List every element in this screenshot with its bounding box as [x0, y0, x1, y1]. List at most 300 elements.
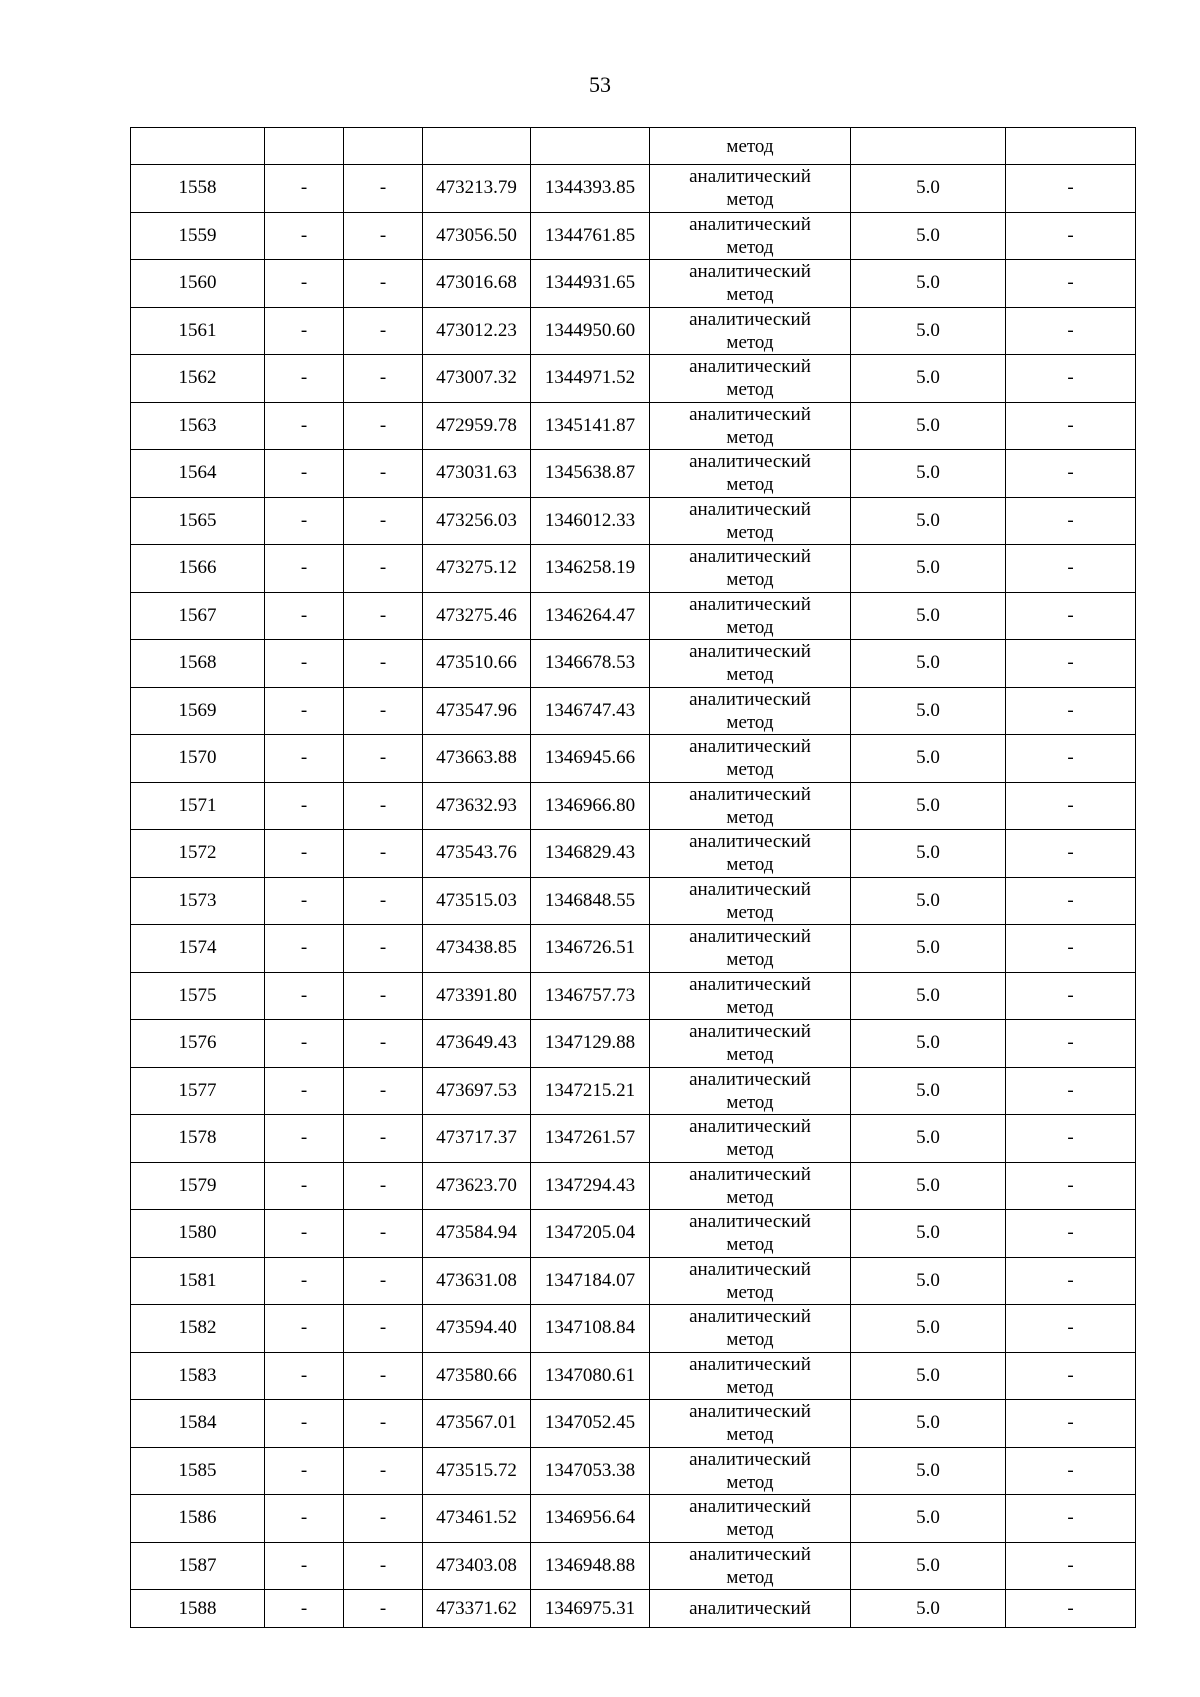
accuracy-cell: 5.0 [851, 640, 1006, 688]
method-line-2: метод [726, 759, 774, 781]
accuracy-cell: 5.0 [851, 1115, 1006, 1163]
method-line-1: аналитический [689, 1306, 811, 1328]
dash-cell: - [265, 1542, 344, 1590]
method-line-1: аналитический [689, 213, 811, 235]
method-line-2: метод [726, 379, 774, 401]
point-number-cell: 1577 [131, 1067, 265, 1115]
method-line-1: аналитический [689, 736, 811, 758]
method-line-2: метод [726, 1424, 774, 1446]
dash-cell: - [265, 355, 344, 403]
method-cell [650, 1305, 851, 1353]
method-line-1: аналитический [689, 308, 811, 330]
method-line-2: метод [726, 1376, 774, 1398]
method-line-2: метод [726, 474, 774, 496]
x-coordinate-cell: 473438.85 [423, 925, 531, 973]
table-row [131, 212, 1136, 260]
y-coordinate-cell: 1347108.84 [531, 1305, 650, 1353]
x-coordinate-cell: 473515.03 [423, 877, 531, 925]
dash-cell: - [265, 450, 344, 498]
method-line-1: аналитический [689, 1211, 811, 1233]
dash-cell: - [1006, 972, 1136, 1020]
accuracy-cell: 5.0 [851, 972, 1006, 1020]
point-number-cell: 1566 [131, 545, 265, 593]
accuracy-cell: 5.0 [851, 212, 1006, 260]
dash-cell: - [1006, 1162, 1136, 1210]
y-coordinate-cell: 1344971.52 [531, 355, 650, 403]
y-coordinate-cell: 1346012.33 [531, 497, 650, 545]
page-number: 53 [589, 72, 611, 97]
point-number-cell: 1588 [131, 1590, 265, 1628]
method-line-1: аналитический [689, 688, 811, 710]
dash-cell: - [344, 1162, 423, 1210]
dash-cell: - [265, 402, 344, 450]
method-line-1: аналитический [689, 261, 811, 283]
method-line-1: аналитический [689, 1448, 811, 1470]
method-line-1: аналитический [689, 1353, 811, 1375]
dash-cell: - [1006, 782, 1136, 830]
point-number-cell: 1559 [131, 212, 265, 260]
dash-cell: - [344, 972, 423, 1020]
dash-cell: - [265, 925, 344, 973]
accuracy-cell: 5.0 [851, 1495, 1006, 1543]
table-row [131, 307, 1136, 355]
y-coordinate-cell: 1346948.88 [531, 1542, 650, 1590]
x-coordinate-cell: 473567.01 [423, 1400, 531, 1448]
point-number-cell: 1558 [131, 165, 265, 213]
dash-cell: - [265, 497, 344, 545]
dash-cell: - [344, 1210, 423, 1258]
accuracy-cell: 5.0 [851, 260, 1006, 308]
table-body [131, 128, 1136, 1628]
dash-cell: - [1006, 1020, 1136, 1068]
y-coordinate-cell: 1345141.87 [531, 402, 650, 450]
point-number-cell: 1587 [131, 1542, 265, 1590]
dash-cell: - [265, 1210, 344, 1258]
method-line-2: метод [726, 949, 774, 971]
method-line-1: аналитический [689, 1116, 811, 1138]
y-coordinate-cell: 1346747.43 [531, 687, 650, 735]
dash-cell: - [265, 782, 344, 830]
method-cell [650, 592, 851, 640]
dash-cell: - [1006, 687, 1136, 735]
x-coordinate-cell: 473649.43 [423, 1020, 531, 1068]
point-number-cell: 1560 [131, 260, 265, 308]
coordinates-table [130, 127, 1136, 1628]
y-coordinate-cell: 1347053.38 [531, 1447, 650, 1495]
method-cell [650, 1067, 851, 1115]
method-cell: метод [650, 128, 851, 165]
table-row [131, 925, 1136, 973]
accuracy-cell: 5.0 [851, 1542, 1006, 1590]
dash-cell: - [1006, 1352, 1136, 1400]
dash-cell: - [344, 1542, 423, 1590]
y-coordinate-cell: 1346726.51 [531, 925, 650, 973]
x-coordinate-cell: 473371.62 [423, 1590, 531, 1628]
method-line-1: аналитический [689, 1068, 811, 1090]
table-row [131, 1542, 1136, 1590]
method-cell [650, 165, 851, 213]
method-line-1: аналитический [689, 403, 811, 425]
accuracy-cell: 5.0 [851, 402, 1006, 450]
accuracy-cell: 5.0 [851, 1162, 1006, 1210]
y-coordinate-cell: 1347294.43 [531, 1162, 650, 1210]
dash-cell: - [265, 1590, 344, 1628]
dash-cell: - [265, 592, 344, 640]
table-row [131, 1400, 1136, 1448]
accuracy-cell: 5.0 [851, 592, 1006, 640]
method-line-1: аналитический [689, 973, 811, 995]
method-line-1: аналитический [689, 1258, 811, 1280]
method-cell [650, 212, 851, 260]
y-coordinate-cell: 1347205.04 [531, 1210, 650, 1258]
x-coordinate-cell: 473007.32 [423, 355, 531, 403]
point-number-cell: 1584 [131, 1400, 265, 1448]
table-row [131, 165, 1136, 213]
dash-cell: - [344, 830, 423, 878]
dash-cell: - [265, 640, 344, 688]
method-cell [650, 640, 851, 688]
accuracy-cell: 5.0 [851, 545, 1006, 593]
dash-cell: - [1006, 830, 1136, 878]
method-line-2: метод [726, 1139, 774, 1161]
y-coordinate-cell: 1346956.64 [531, 1495, 650, 1543]
point-number-cell: 1564 [131, 450, 265, 498]
y-coordinate-cell: 1347261.57 [531, 1115, 650, 1163]
table-row [131, 687, 1136, 735]
method-line-2: метод [726, 901, 774, 923]
y-coordinate-cell: 1344931.65 [531, 260, 650, 308]
y-coordinate-cell: 1346975.31 [531, 1590, 650, 1628]
table-cell [344, 128, 423, 165]
dash-cell: - [1006, 1305, 1136, 1353]
dash-cell: - [344, 212, 423, 260]
method-cell [650, 1400, 851, 1448]
method-line-2: метод [726, 521, 774, 543]
dash-cell: - [1006, 497, 1136, 545]
point-number-cell: 1567 [131, 592, 265, 640]
y-coordinate-cell: 1347080.61 [531, 1352, 650, 1400]
method-line-2: метод [726, 1044, 774, 1066]
method-cell [650, 497, 851, 545]
dash-cell: - [344, 1305, 423, 1353]
point-number-cell: 1571 [131, 782, 265, 830]
dash-cell: - [1006, 1115, 1136, 1163]
y-coordinate-cell: 1346945.66 [531, 735, 650, 783]
dash-cell: - [344, 355, 423, 403]
method-cell [650, 307, 851, 355]
dash-cell: - [344, 782, 423, 830]
table-row [131, 1495, 1136, 1543]
dash-cell: - [1006, 1210, 1136, 1258]
x-coordinate-cell: 473461.52 [423, 1495, 531, 1543]
method-line-1: аналитический [689, 356, 811, 378]
x-coordinate-cell: 473031.63 [423, 450, 531, 498]
dash-cell: - [1006, 1067, 1136, 1115]
x-coordinate-cell: 473547.96 [423, 687, 531, 735]
method-line-1: аналитический [689, 783, 811, 805]
method-cell [650, 1447, 851, 1495]
dash-cell: - [265, 1162, 344, 1210]
dash-cell: - [1006, 592, 1136, 640]
dash-cell: - [1006, 1590, 1136, 1628]
point-number-cell: 1569 [131, 687, 265, 735]
dash-cell: - [265, 830, 344, 878]
dash-cell: - [265, 1257, 344, 1305]
point-number-cell: 1576 [131, 1020, 265, 1068]
y-coordinate-cell: 1347184.07 [531, 1257, 650, 1305]
method-cell [650, 782, 851, 830]
accuracy-cell: 5.0 [851, 735, 1006, 783]
y-coordinate-cell: 1344761.85 [531, 212, 650, 260]
method-line-2: метод [726, 189, 774, 211]
method-line-2: метод [726, 664, 774, 686]
point-number-cell: 1582 [131, 1305, 265, 1353]
point-number-cell: 1563 [131, 402, 265, 450]
method-cell [650, 450, 851, 498]
dash-cell: - [344, 1447, 423, 1495]
x-coordinate-cell: 473663.88 [423, 735, 531, 783]
x-coordinate-cell: 473515.72 [423, 1447, 531, 1495]
method-line-2: метод [726, 711, 774, 733]
dash-cell: - [265, 1400, 344, 1448]
point-number-cell: 1574 [131, 925, 265, 973]
table-row [131, 450, 1136, 498]
accuracy-cell: 5.0 [851, 1210, 1006, 1258]
y-coordinate-cell: 1344950.60 [531, 307, 650, 355]
method-line-1: аналитический [689, 546, 811, 568]
method-line-2: метод [726, 616, 774, 638]
method-cell [650, 830, 851, 878]
method-cell [650, 735, 851, 783]
table-row [131, 1210, 1136, 1258]
dash-cell: - [1006, 355, 1136, 403]
table-row [131, 402, 1136, 450]
table-row [131, 782, 1136, 830]
method-line-2: метод [726, 284, 774, 306]
dash-cell: - [344, 1257, 423, 1305]
table-row [131, 1305, 1136, 1353]
method-line-1: аналитический [689, 641, 811, 663]
method-cell [650, 1210, 851, 1258]
table-cell [265, 128, 344, 165]
method-line-1: аналитический [689, 451, 811, 473]
dash-cell: - [265, 735, 344, 783]
dash-cell: - [265, 687, 344, 735]
dash-cell: - [265, 1067, 344, 1115]
accuracy-cell: 5.0 [851, 497, 1006, 545]
x-coordinate-cell: 473391.80 [423, 972, 531, 1020]
method-line-2: метод [726, 996, 774, 1018]
dash-cell: - [1006, 1447, 1136, 1495]
accuracy-cell: 5.0 [851, 1590, 1006, 1628]
point-number-cell: 1570 [131, 735, 265, 783]
point-number-cell: 1578 [131, 1115, 265, 1163]
x-coordinate-cell: 473632.93 [423, 782, 531, 830]
dash-cell: - [1006, 735, 1136, 783]
dash-cell: - [265, 212, 344, 260]
dash-cell: - [1006, 877, 1136, 925]
table-row [131, 972, 1136, 1020]
dash-cell: - [344, 1067, 423, 1115]
dash-cell: - [344, 165, 423, 213]
method-line-1: аналитический [689, 498, 811, 520]
method-cell [650, 877, 851, 925]
dash-cell: - [265, 1115, 344, 1163]
table-row [131, 830, 1136, 878]
accuracy-cell: 5.0 [851, 307, 1006, 355]
x-coordinate-cell: 473510.66 [423, 640, 531, 688]
x-coordinate-cell: 473623.70 [423, 1162, 531, 1210]
dash-cell: - [344, 1590, 423, 1628]
method-line-2: метод [726, 1091, 774, 1113]
accuracy-cell: 5.0 [851, 1447, 1006, 1495]
dash-cell: - [1006, 1542, 1136, 1590]
dash-cell: - [344, 1020, 423, 1068]
table-row [131, 1020, 1136, 1068]
table-row [131, 640, 1136, 688]
method-cell [650, 1162, 851, 1210]
method-line-2: метод [726, 1519, 774, 1541]
dash-cell: - [344, 1400, 423, 1448]
table-row [131, 1115, 1136, 1163]
x-coordinate-cell: 473697.53 [423, 1067, 531, 1115]
y-coordinate-cell: 1345638.87 [531, 450, 650, 498]
x-coordinate-cell: 473213.79 [423, 165, 531, 213]
dash-cell: - [265, 1020, 344, 1068]
x-coordinate-cell: 473403.08 [423, 1542, 531, 1590]
table-row [131, 592, 1136, 640]
table-row [131, 1590, 1136, 1628]
table-row [131, 1447, 1136, 1495]
accuracy-cell: 5.0 [851, 1352, 1006, 1400]
method-line-1: аналитический [689, 1401, 811, 1423]
dash-cell: - [344, 687, 423, 735]
table-row [131, 260, 1136, 308]
dash-cell: - [344, 1495, 423, 1543]
method-line-1: аналитический [689, 1496, 811, 1518]
dash-cell: - [1006, 402, 1136, 450]
dash-cell: - [1006, 212, 1136, 260]
accuracy-cell: 5.0 [851, 1020, 1006, 1068]
table-row [131, 735, 1136, 783]
dash-cell: - [265, 1447, 344, 1495]
dash-cell: - [344, 735, 423, 783]
point-number-cell: 1579 [131, 1162, 265, 1210]
dash-cell: - [344, 497, 423, 545]
accuracy-cell: 5.0 [851, 1400, 1006, 1448]
dash-cell: - [1006, 640, 1136, 688]
method-line-1: аналитический [689, 593, 811, 615]
dash-cell: - [1006, 450, 1136, 498]
y-coordinate-cell: 1346678.53 [531, 640, 650, 688]
dash-cell: - [344, 450, 423, 498]
point-number-cell: 1575 [131, 972, 265, 1020]
dash-cell: - [344, 1115, 423, 1163]
accuracy-cell: 5.0 [851, 355, 1006, 403]
method-line-2: метод [726, 1471, 774, 1493]
x-coordinate-cell: 473275.12 [423, 545, 531, 593]
dash-cell: - [1006, 307, 1136, 355]
point-number-cell: 1565 [131, 497, 265, 545]
y-coordinate-cell: 1346757.73 [531, 972, 650, 1020]
dash-cell: - [344, 877, 423, 925]
dash-cell: - [344, 640, 423, 688]
y-coordinate-cell: 1346966.80 [531, 782, 650, 830]
x-coordinate-cell: 473594.40 [423, 1305, 531, 1353]
dash-cell: - [1006, 165, 1136, 213]
x-coordinate-cell: 473256.03 [423, 497, 531, 545]
point-number-cell: 1561 [131, 307, 265, 355]
dash-cell: - [1006, 1495, 1136, 1543]
dash-cell: - [344, 592, 423, 640]
table-row [131, 1352, 1136, 1400]
method-line-1: аналитический [689, 1021, 811, 1043]
x-coordinate-cell: 473584.94 [423, 1210, 531, 1258]
y-coordinate-cell: 1344393.85 [531, 165, 650, 213]
x-coordinate-cell: 473016.68 [423, 260, 531, 308]
accuracy-cell: 5.0 [851, 1305, 1006, 1353]
method-cell [650, 260, 851, 308]
accuracy-cell: 5.0 [851, 925, 1006, 973]
dash-cell: - [344, 260, 423, 308]
continuation-row [131, 128, 1136, 165]
method-cell [650, 1590, 851, 1628]
y-coordinate-cell: 1347129.88 [531, 1020, 650, 1068]
table-row [131, 877, 1136, 925]
dash-cell: - [1006, 545, 1136, 593]
table-cell [851, 128, 1006, 165]
table-row [131, 1067, 1136, 1115]
point-number-cell: 1581 [131, 1257, 265, 1305]
method-line-2: метод [726, 1186, 774, 1208]
table-cell [131, 128, 265, 165]
point-number-cell: 1572 [131, 830, 265, 878]
dash-cell: - [265, 877, 344, 925]
x-coordinate-cell: 473580.66 [423, 1352, 531, 1400]
dash-cell: - [1006, 925, 1136, 973]
dash-cell: - [344, 545, 423, 593]
point-number-cell: 1573 [131, 877, 265, 925]
y-coordinate-cell: 1347052.45 [531, 1400, 650, 1448]
dash-cell: - [1006, 1257, 1136, 1305]
method-line-1: аналитический [689, 1598, 811, 1619]
x-coordinate-cell: 473012.23 [423, 307, 531, 355]
method-line-2: метод [726, 426, 774, 448]
method-cell [650, 972, 851, 1020]
method-line-2: метод [726, 331, 774, 353]
method-cell [650, 1542, 851, 1590]
dash-cell: - [344, 307, 423, 355]
dash-cell: - [265, 1305, 344, 1353]
dash-cell: - [344, 402, 423, 450]
table-row [131, 1257, 1136, 1305]
y-coordinate-cell: 1346848.55 [531, 877, 650, 925]
method-line-2: метод [726, 1566, 774, 1588]
y-coordinate-cell: 1346829.43 [531, 830, 650, 878]
point-number-cell: 1586 [131, 1495, 265, 1543]
y-coordinate-cell: 1347215.21 [531, 1067, 650, 1115]
dash-cell: - [344, 925, 423, 973]
method-line-1: аналитический [689, 831, 811, 853]
method-line-2: метод [726, 569, 774, 591]
point-number-cell: 1580 [131, 1210, 265, 1258]
x-coordinate-cell: 472959.78 [423, 402, 531, 450]
method-line-2: метод [726, 1234, 774, 1256]
dash-cell: - [344, 1352, 423, 1400]
point-number-cell: 1585 [131, 1447, 265, 1495]
y-coordinate-cell: 1346258.19 [531, 545, 650, 593]
accuracy-cell: 5.0 [851, 165, 1006, 213]
